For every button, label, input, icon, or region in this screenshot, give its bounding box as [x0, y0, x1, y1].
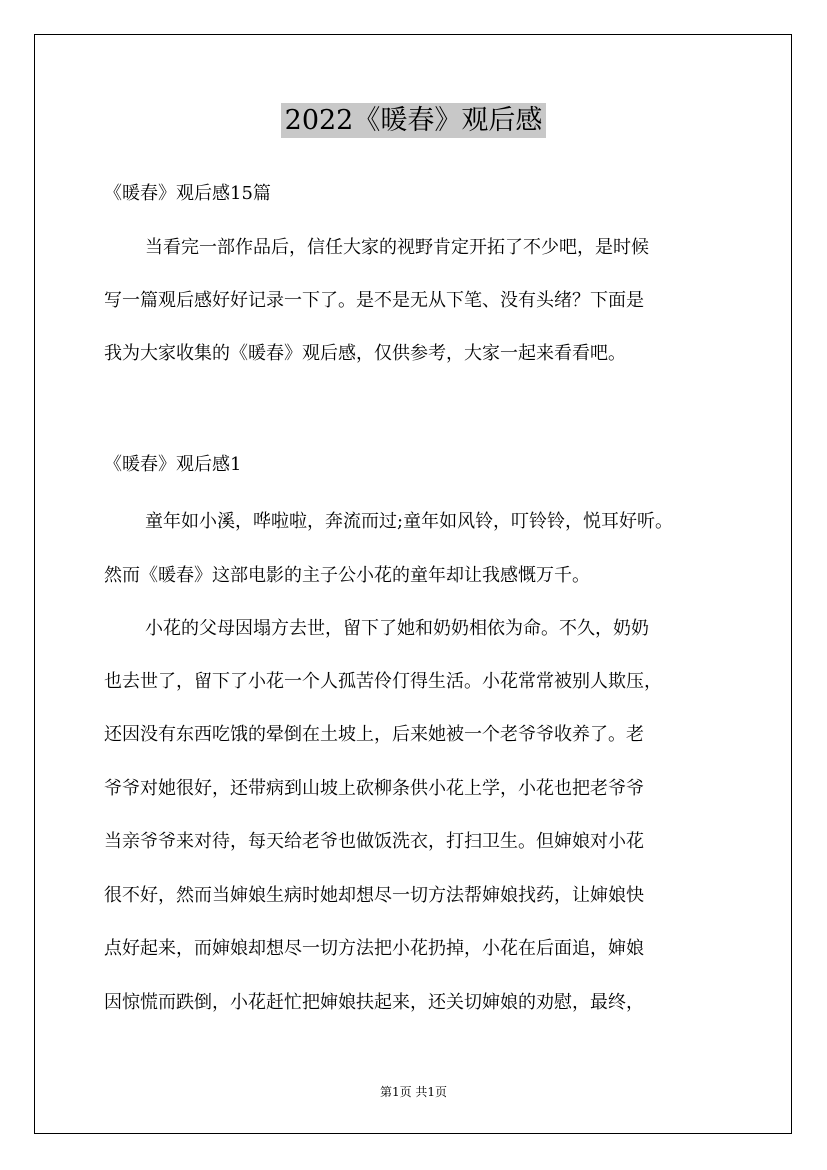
- body-line-6: 爷爷对她很好，还带病到山坡上砍柳条供小花上学，小花也把老爷爷: [104, 778, 644, 799]
- intro-line-3: 我为大家收集的《暖春》观后感，仅供参考，大家一起来看看吧。: [104, 343, 626, 364]
- section-heading: 《暖春》观后感1: [104, 454, 242, 475]
- intro-line-2: 写一篇观后感好好记录一下了。是不是无从下笔、没有头绪？下面是: [104, 290, 644, 311]
- document-title: 2022《暖春》观后感: [0, 98, 827, 137]
- body-line-7: 当亲爷爷来对待，每天给老爷也做饭洗衣，打扫卫生。但婶娘对小花: [104, 831, 644, 852]
- body-line-9: 点好起来，而婶娘却想尽一切方法把小花扔掉，小花在后面追，婶娘: [104, 938, 644, 959]
- intro-line-1: 当看完一部作品后，信任大家的视野肯定开拓了不少吧，是时候: [145, 237, 649, 258]
- body-line-8: 很不好，然而当婶娘生病时她却想尽一切方法帮婶娘找药，让婶娘快: [104, 885, 644, 906]
- body-line-3: 小花的父母因塌方去世，留下了她和奶奶相依为命。不久，奶奶: [145, 618, 649, 639]
- body-line-10: 因惊慌而跌倒，小花赶忙把婶娘扶起来，还关切婶娘的劝慰，最终，: [104, 992, 644, 1013]
- body-line-4: 也去世了，留下了小花一个人孤苦伶仃得生活。小花常常被别人欺压，: [104, 671, 662, 692]
- page-footer: 第1页 共1页: [379, 1085, 448, 1099]
- body-line-5: 还因没有东西吃饿的晕倒在土坡上，后来她被一个老爷爷收养了。老: [104, 724, 644, 745]
- body-line-1: 童年如小溪，哗啦啦，奔流而过;童年如风铃，叮铃铃，悦耳好听。: [145, 511, 674, 532]
- body-line-2: 然而《暖春》这部电影的主子公小花的童年却让我感慨万千。: [104, 565, 590, 586]
- subtitle: 《暖春》观后感15篇: [104, 183, 271, 204]
